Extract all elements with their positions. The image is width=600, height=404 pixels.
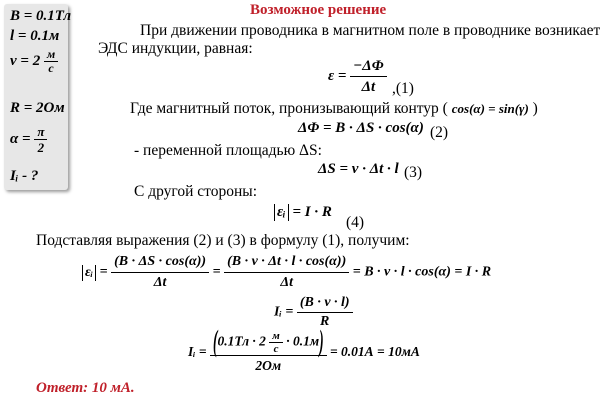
- eq1-denominator: Δt: [361, 79, 376, 95]
- page-title: Возможное решение: [250, 2, 387, 18]
- final-num-a: 0.1Тл · 2: [217, 333, 266, 349]
- current-formula-num: (B · v · l): [297, 294, 353, 313]
- current-formula-fraction: [297, 294, 353, 331]
- eq1-lhs: ε =: [328, 67, 347, 84]
- given-v: [10, 48, 58, 75]
- main-fraction-1: [111, 252, 209, 293]
- given-b: B = 0.1Тл: [10, 8, 72, 24]
- main-tail: = B · v · l · cos(α) = I · R: [352, 264, 492, 280]
- current-formula: [274, 294, 353, 331]
- substitution-text: Подставляя выражения (2) и (3) в формулу (1), получим:: [36, 232, 410, 249]
- given-v-unit-num: м: [44, 48, 58, 62]
- equation-3: ΔS = v · Δt · l: [318, 161, 399, 177]
- answer: Ответ: 10 мА.: [36, 380, 135, 396]
- eq1-numerator: −ΔΦ: [350, 56, 386, 77]
- variable-area-text: - переменной площадью ΔS:: [134, 142, 322, 159]
- final-calculation: [188, 323, 420, 376]
- final-num-unit-num: м: [269, 330, 283, 343]
- main-fraction-2-den: Δt: [280, 275, 293, 290]
- eq4-abs-emf: εᵢ: [274, 204, 289, 221]
- intro-line-2: ЭДС индукции, равная:: [98, 40, 253, 57]
- eq3-label: (3): [404, 164, 423, 181]
- intro-line-1: При движении проводника в магнитном поле в проводнике возникает: [140, 22, 600, 39]
- given-alpha-den: 2: [37, 140, 45, 155]
- cos-sin-relation: cos(α) = sin(γ): [451, 101, 529, 116]
- equation-2: ΔΦ = B · ΔS · cos(α): [298, 120, 424, 136]
- final-num-unit-den: с: [273, 343, 279, 355]
- final-lhs: Iᵢ =: [188, 344, 207, 360]
- main-fraction-1-num: (B · ΔS · cos(α)): [111, 252, 209, 273]
- final-result: = 0.01А = 10мА: [329, 344, 420, 360]
- flux-text: [130, 100, 538, 118]
- eq2-label: (2): [430, 124, 449, 141]
- given-l: l = 0.1м: [10, 28, 60, 44]
- given-r: R = 2Ом: [10, 100, 65, 116]
- given-alpha-value: [34, 124, 47, 155]
- equation-4: [274, 204, 332, 221]
- flux-text-label: Где магнитный поток, пронизывающий контур (: [130, 100, 448, 117]
- flux-paren-close: ): [532, 100, 538, 117]
- eq4-rhs: = I · R: [292, 204, 332, 220]
- eq1-label: ,(1): [392, 80, 414, 97]
- main-fraction-1-den: Δt: [153, 275, 167, 290]
- eq1-fraction: [350, 56, 386, 97]
- current-formula-den: R: [320, 314, 330, 329]
- given-alpha-lhs: α =: [10, 130, 31, 147]
- final-fraction: [210, 323, 327, 376]
- given-find: Iᵢ - ?: [10, 168, 39, 184]
- other-side-text: С другой стороны:: [134, 183, 258, 200]
- given-v-unit: [44, 48, 58, 75]
- main-fraction-2: [224, 252, 349, 293]
- main-derivation: εᵢ = $\frac{(B \cdot \Delta S \cdot \cos(\alpha))}{\Delta t}$ = $\frac{(B \cdot v \cdot \Delta t \cdot l \cdot \cos(\alpha))}{\Delta t}$ = B · v · l · cos(α) = I · R: [82, 252, 491, 293]
- given-v-lhs: v = 2: [10, 52, 41, 69]
- final-num-unit: [269, 330, 283, 355]
- given-alpha: [10, 124, 47, 155]
- given-alpha-num: π: [34, 124, 47, 140]
- main-abs-emf: εᵢ: [82, 265, 96, 281]
- main-fraction-2-num: (B · v · Δt · l · cos(α)): [224, 252, 349, 273]
- final-numerator: (0.1Тл · 2 $\frac{м}{с}$ · 0.1м): [210, 330, 327, 356]
- final-denominator: 2Ом: [255, 358, 282, 373]
- given-panel: [4, 4, 72, 190]
- given-v-unit-den: с: [48, 61, 54, 75]
- eq4-label: (4): [346, 214, 365, 231]
- final-num-b: · 0.1м: [286, 333, 320, 349]
- equation-1: [328, 56, 387, 97]
- current-formula-lhs: Iᵢ =: [274, 304, 294, 320]
